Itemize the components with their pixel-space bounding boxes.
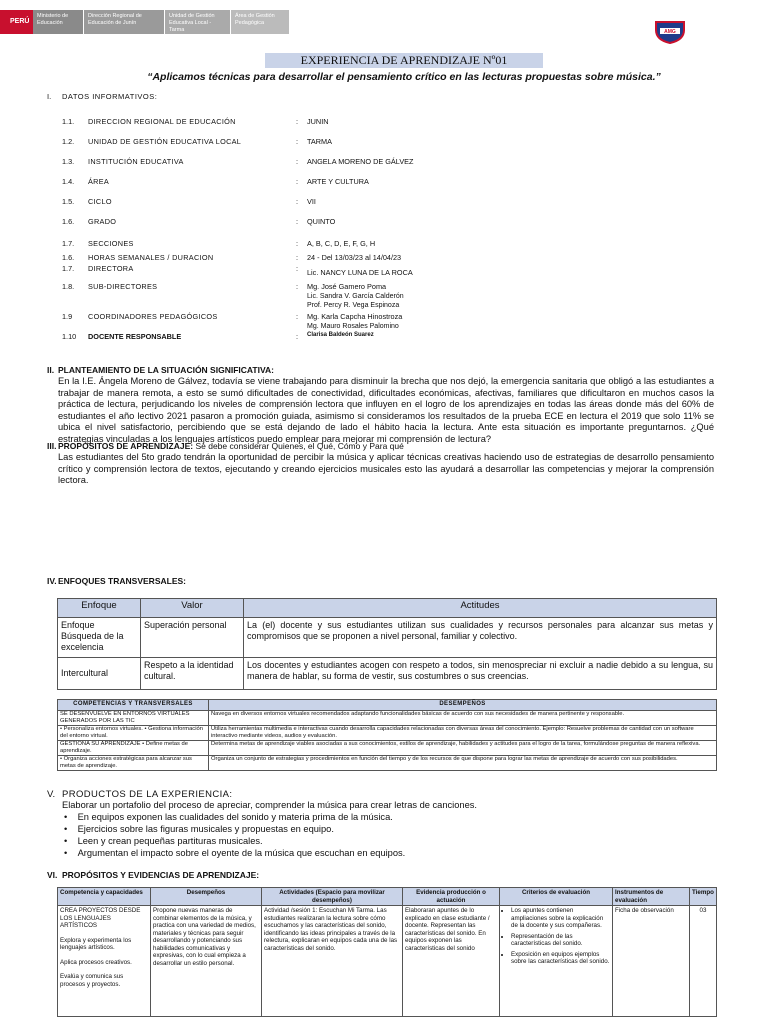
col-desempenos: DESEMPEÑOS [209,700,717,711]
datos-row-num: 1.9 [62,312,73,321]
cell-competencia [58,906,151,1017]
datos-row-value: Mg. Karla Capcha Hinostroza [307,312,403,321]
cell-valor: Respeto a la identidad cultural. [141,658,244,690]
propositos-text: Las estudiantes del 5to grado tendrán la oportunidad de percibir la música y aplicar técnicas creativas haciendo uso de estrategias de desarrollo pensamiento crítico y comprensión lectora de textos, ejecutando y creando ejercicios musicales esto las ayudará a desarrollar las competencias y mejorar la comprensión lectora. [58,452,714,485]
situacion-text: En la I.E. Ángela Moreno de Gálvez, todavía se viene trabajando para disminuir la brecha que nos dejó, la emergencia sanitaria que obligó a las estudiantes a trabajar de manera remota, a esto se sumó dificultades de conectividad, dificultades económicas, afectivas, familiares que dificultaron en muchos casos la práctica de lectura, perjudicando los niveles de comprensión lectora que influyen en el logro de los aprendizajes en todas las áreas donde más del 60% de estudiantes el año lectivo 2021 pasaron a promoción guiada, asimismo si consideramos los resultados de la prueba ECE en lectura el 2019 que solo 11% se ubica el nivel satisfactorio, percibiendo que se está dejando de lado el hábito hacia la lectura. Ante esta situación es importante preguntarnos. ¿Qué estrategias vinculadas a los lenguajes artísticos puedo emplear para mejorar mi comprensión de lectura? [58,376,714,444]
cell-enfoque: Intercultural [58,658,141,690]
datos-row-value: Clarisa Baldeón Suarez [307,332,374,338]
section1-num: I. [47,92,52,101]
cell-desempeno: Navega en diversos entornos virtuales recomendados adaptando funcionalidades básicas de acuerdo con sus necesidades de manera pertinente y responsable. [209,711,717,726]
datos-row-num: 1.6. [62,217,75,226]
col-criterios: Criterios de evaluación [500,888,613,906]
document-subtitle: “Aplicamos técnicas para desarrollar el pensamiento crítico en las lecturas propuestas sobre música.” [147,71,661,83]
section3-heading: PROPÓSITOS DE APRENDIZAJE: [58,441,194,451]
cell-desempeno: Organiza un conjunto de estrategias y procedimientos en función del tiempo y de los recursos de que dispone para lograr las metas de aprendizaje de acuerdo con sus posibilidades. [209,756,717,771]
page-header [0,0,768,44]
cell-instrumentos: Ficha de observación [613,906,690,1017]
table-row [58,711,717,726]
datos-row-value: Lic. NANCY LUNA DE LA ROCA [307,268,413,277]
section3-num: III. [47,441,57,451]
section5-heading: PRODUCTOS DE LA EXPERIENCIA: [62,789,233,800]
datos-row-num: 1.6. [62,253,75,262]
datos-row-label: SECCIONES [88,239,134,248]
datos-row-value: 24 - Del 13/03/23 al 14/04/23 [307,253,402,262]
section2-heading: PLANTEAMIENTO DE LA SITUACIÓN SIGNIFICATIVA: [58,365,274,375]
section4-num: IV. [47,576,57,586]
cell-actitudes: Los docentes y estudiantes acogen con respeto a todos, sin menospreciar ni excluir a nadie debido a su lengua, su manera de hablar, su forma de vestir, sus costumbres o sus creencias. [244,658,717,690]
datos-row-num: 1.4. [62,177,75,186]
list-item-text: Argumentan el impacto sobre el oyente de la música que escuchan en equipos. [77,848,406,858]
subdirector-3: Prof. Percy R. Vega Espinoza [307,302,400,309]
entity-dre: Dirección Regional de Educación de Junín [84,10,164,34]
section3-note: Se debe considerar Quienes, el Qué, Cómo y Para qué [195,441,404,451]
cell-competencia: • Personaliza entornos virtuales. • Gestiona información del entorno virtual. [58,726,209,741]
competencias-table [57,699,717,771]
datos-row-num: 1.7. [62,239,75,248]
datos-row-label: SUB-DIRECTORES [88,282,158,291]
list-item: • En equipos exponen las cualidades del sonido y materia prima de la música. [64,812,393,822]
cell-competencia: SE DESENVUELVE EN ENTORNOS VIRTUALES GENERADOS POR LAS TIC [58,711,209,726]
competencia-title: CREA PROYECTOS DESDE LOS LENGUAJES ARTÍSTICOS [60,907,141,929]
list-item: • Argumentan el impacto sobre el oyente de la música que escuchan en equipos. [64,848,406,858]
col-evidencia: Evidencia producción o actuación [403,888,500,906]
cell-actividades: Actividad /sesión 1: Escuchan Mi Tarma. Las estudiantes realizaran la lectura sobre cómo escuchamos y las características del sonido, identificando las ideas principales a través de la relectura, explicaran en equipos cada una de las características del sonido. [262,906,403,1017]
table-row [58,906,717,1017]
table-row [58,756,717,771]
svg-text:AMG: AMG [664,29,676,35]
datos-row-label: HORAS SEMANALES / DURACION [88,253,214,262]
cell-competencia: • Organiza acciones estratégicas para alcanzar sus metas de aprendizaje. [58,756,209,771]
datos-colon: : [296,332,299,341]
datos-row-num: 1.3. [62,157,75,166]
datos-row-num: 1.8. [62,282,75,291]
section6-heading: PROPÓSITOS Y EVIDENCIAS DE APRENDIZAJE: [62,870,260,880]
capacidad-3: Evalúa y comunica sus procesos y proyectos. [60,973,124,988]
datos-row-value: ARTE Y CULTURA [307,177,369,186]
capacidad-2: Aplica procesos creativos. [60,958,132,966]
datos-colon: : [296,239,299,248]
datos-row-label: GRADO [88,217,117,226]
datos-row-label: DOCENTE RESPONSABLE [88,332,182,341]
table-row [58,741,717,756]
section5-num: V. [47,789,56,800]
list-item: • Ejercicios sobre las figuras musicales y propuestas en equipo. [64,824,334,834]
datos-row-value: Mg. José Gamero Poma [307,282,387,291]
col-desempenos: Desempeños [151,888,262,906]
list-item: • Leen y crean pequeñas partituras musicales. [64,836,263,846]
datos-row-num: 1.7. [62,264,75,273]
subdirector-2: Lic. Sandra V. García Calderón [307,293,404,300]
capacidad-1: Explora y experimenta los lenguajes artísticos. [60,936,132,951]
cell-criterios [500,906,613,1017]
datos-colon: : [296,117,299,126]
datos-colon: : [296,312,299,321]
col-competencia: Competencia y capacidades [58,888,151,906]
datos-colon: : [296,197,299,206]
datos-row-value: A, B, C, D, E, F, G, H [307,239,376,248]
table-row [58,658,717,690]
list-item: • Representación de las características del sonido. [511,933,610,948]
cell-evidencia: Elaboraran apuntes de lo explicado en clase estudiante / docente. Representan las características del sonido. En equipos exponen las características del sonido [403,906,500,1017]
datos-colon: : [296,253,299,262]
list-item-text: Leen y crean pequeñas partituras musicales. [77,836,263,846]
datos-row-label: ÁREA [88,177,110,186]
datos-colon: : [296,282,299,291]
peru-badge: PERÚ [0,10,33,34]
list-item: • Los apuntes contienen ampliaciones sobre la explicación de la docente y sus compañeras. [511,907,610,930]
datos-colon: : [296,177,299,186]
datos-row-num: 1.2. [62,137,75,146]
enfoques-table [57,598,717,690]
col-valor: Valor [141,599,244,618]
section2-num: II. [47,365,55,375]
cell-enfoque: Enfoque Búsqueda de la excelencia [58,618,141,658]
datos-row-label: INSTITUCIÓN EDUCATIVA [88,157,184,166]
cell-valor: Superación personal [141,618,244,658]
col-competencias: COMPETENCIAS Y TRANSVERSALES [58,700,209,711]
datos-row-num: 1.1. [62,117,75,126]
section6-num: VI. [47,870,58,880]
datos-row-value: VII [307,197,316,206]
datos-row-value: QUINTO [307,217,336,226]
col-actitudes: Actitudes [244,599,717,618]
datos-row-value: JUNIN [307,117,329,126]
section3-heading-row [58,441,404,451]
datos-row-num: 1.5. [62,197,75,206]
table-row [58,726,717,741]
datos-row-label: COORDINADORES PEDAGÓGICOS [88,312,218,321]
cell-desempenos: Propone nuevas maneras de combinar elementos de la música, y practica con una variedad de medios, materiales y técnicas para seguir desarrollando y potenciando sus habilidades comunicativas y expresivas, con lo cual empieza a desarrollar un estilo personal. [151,906,262,1017]
cell-actitudes: La (el) docente y sus estudiantes utilizan sus cualidades y recursos personales para alcanzar sus metas y compromisos que se proponen a nivel personal, familiar y colectivo. [244,618,717,658]
school-shield-icon [653,18,687,44]
datos-row-num: 1.10 [62,332,77,341]
section4-heading: ENFOQUES TRANSVERSALES: [58,576,186,586]
datos-colon: : [296,137,299,146]
list-item-text: En equipos exponen las cualidades del sonido y materia prima de la música. [77,812,393,822]
col-instrumentos: Instrumentos de evaluación [613,888,690,906]
datos-colon: : [296,157,299,166]
cell-desempeno: Determina metas de aprendizaje viables asociadas a sus conocimientos, estilos de aprendizaje, habilidades y actitudes para el logro de la tarea, formulándose preguntas de manera reflexiva. [209,741,717,756]
list-item-text: Ejercicios sobre las figuras musicales y propuestas en equipo. [77,824,334,834]
datos-row-label: CICLO [88,197,112,206]
datos-row-value: TARMA [307,137,332,146]
cell-competencia: GESTIONA SU APRENDIZAJE • Define metas de aprendizaje. [58,741,209,756]
entity-minedu: Ministerio de Educación [33,10,83,34]
cell-tiempo: 03 [690,906,717,1017]
entity-area: Área de Gestión Pedagógica [231,10,289,34]
list-item: • Exposición en equipos ejemplos sobre las características del sonido. [511,951,610,966]
evidencias-table [57,887,717,1017]
datos-row-label: DIRECTORA [88,264,134,273]
table-row [58,618,717,658]
datos-colon: : [296,217,299,226]
datos-colon: : [296,264,299,273]
cell-desempeno: Utiliza herramientas multimedia e interactivas cuando desarrolla capacidades relacionadas con diversas áreas del conocimiento. Ejemplo: Resuelve problemas de cantidad con un software interactivo mediante videos, audios y evaluación. [209,726,717,741]
section1-heading: DATOS INFORMATIVOS: [62,92,158,101]
productos-intro: Elaborar un portafolio del proceso de apreciar, comprender la música para crear letras de canciones. [62,800,477,810]
datos-row-label: UNIDAD DE GESTIÓN EDUCATIVA LOCAL [88,137,242,146]
datos-row-label: DIRECCION REGIONAL DE EDUCACIÓN [88,117,236,126]
col-actividades: Actividades (Espacio para movilizar desempeños) [262,888,403,906]
col-tiempo: Tiempo [690,888,717,906]
document-title: EXPERIENCIA DE APRENDIZAJE Nº01 [265,53,543,68]
entity-ugel: Unidad de Gestión Educativa Local - Tarma [165,10,230,34]
coordinator-2: Mg. Mauro Rosales Palomino [307,323,399,330]
datos-row-value: ANGELA MORENO DE GÁLVEZ [307,157,414,166]
col-enfoque: Enfoque [58,599,141,618]
